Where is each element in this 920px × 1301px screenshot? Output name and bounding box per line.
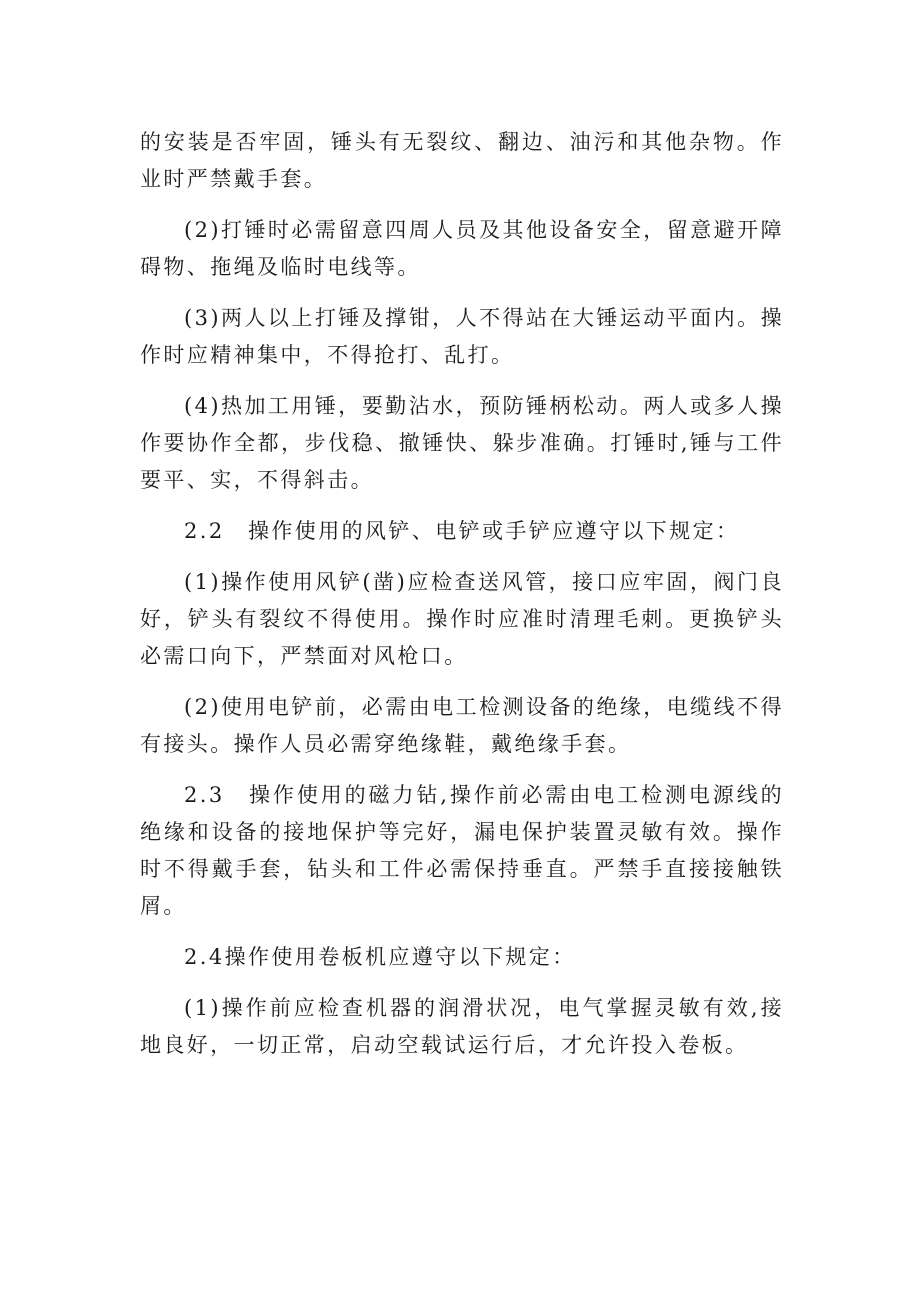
section-heading-2-4: 2.4操作使用卷板机应遵守以下规定：	[184, 945, 576, 969]
document-body	[140, 124, 784, 1078]
paragraph-hammer-rule-2: (2)打锤时必需留意四周人员及其他设备安全，留意避开障碍物、拖绳及临时电线等。	[140, 218, 784, 279]
paragraph-shovel-rule-1: (1)操作使用风铲(凿)应检查送风管，接口应牢固，阀门良好，铲头有裂纹不得使用。操作时应准时清理毛刺。更换铲头必需口向下，严禁面对风枪口。	[140, 570, 784, 668]
paragraph-hammer-rule-3: (3)两人以上打锤及撑钳，人不得站在大锤运动平面内。操作时应精神集中，不得抢打、乱打。	[140, 306, 784, 367]
section-2-3-magnetic-drill: 2.3 操作使用的磁力钻,操作前必需由电工检测电源线的绝缘和设备的接地保护等完好，漏电保护装置灵敏有效。操作时不得戴手套，钻头和工件必需保持垂直。严禁手直接接触铁屑。	[140, 783, 784, 918]
paragraph-shovel-rule-2: (2)使用电铲前，必需由电工检测设备的绝缘，电缆线不得有接头。操作人员必需穿绝缘鞋，戴绝缘手套。	[140, 695, 784, 756]
paragraph-hammer-rule-4: (4)热加工用锤，要勤沾水，预防锤柄松动。两人或多人操作要协作全都，步伐稳、撤锤快、躲步准确。打锤时,锤与工件要平、实，不得斜击。	[140, 394, 784, 492]
paragraph-rolling-machine-rule-1: (1)操作前应检查机器的润滑状况，电气掌握灵敏有效,接地良好，一切正常，启动空载试运行后，才允许投入卷板。	[140, 996, 784, 1057]
section-heading-2-2: 2.2 操作使用的风铲、电铲或手铲应遵守以下规定：	[184, 519, 740, 543]
paragraph-hammer-install: 的安装是否牢固，锤头有无裂纹、翻边、油污和其他杂物。作业时严禁戴手套。	[140, 130, 784, 191]
